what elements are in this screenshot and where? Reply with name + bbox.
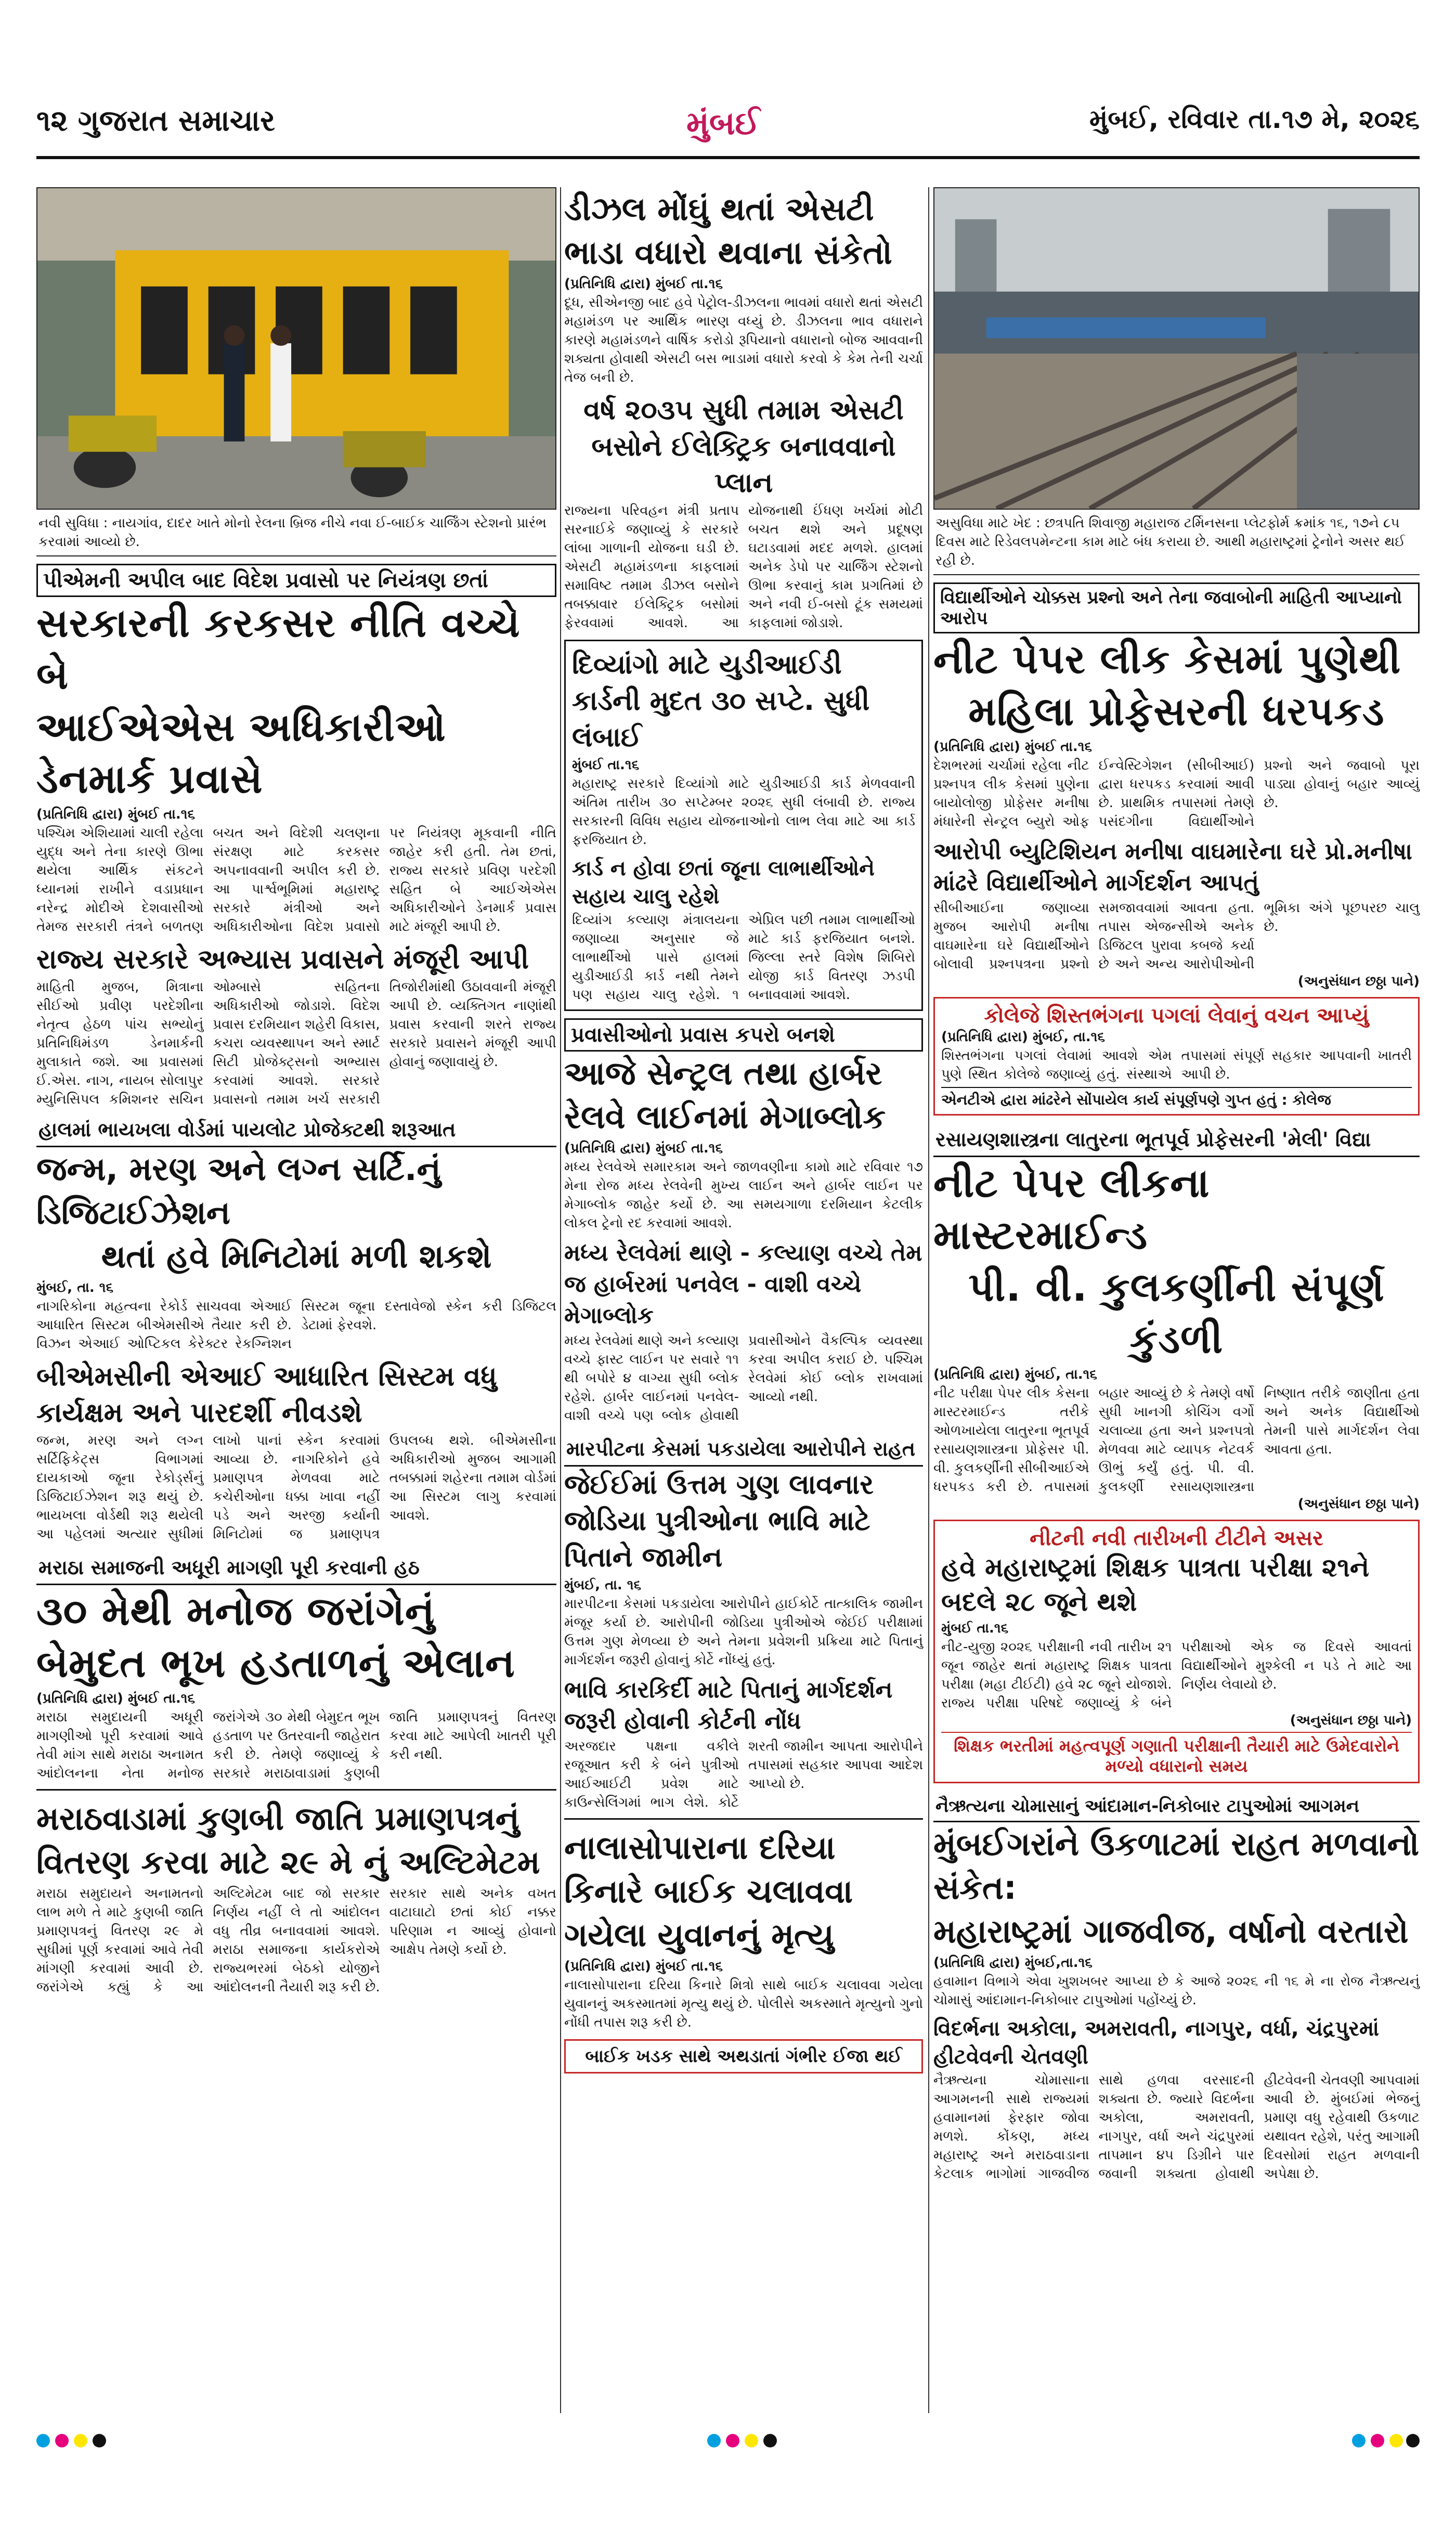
story-kicker: પીએમની અપીલ બાદ વિદેશ પ્રવાસો પર નિયંત્રણ છતાં [36, 564, 556, 597]
story-headline: બેમુદત ભૂખ હડતાળનું એલાન [36, 1640, 515, 1686]
story-body: નાગરિકોના મહત્વના રેકોર્ડ સાચવવા એઆઈ આધારિત સિસ્ટમ બીએમસીએ તૈયાર કરી છે. વિઝન એઆઈ ઓપ્ટિકલ કેરેક્ટર રેકગ્નિશન સિસ્ટમ જૂના દસ્તાવેજો સ્કેન કરી ડિજિટલ ડેટામાં ફેરવશે. [36, 1299, 556, 1352]
story-body: મહારાષ્ટ્ર સરકારે દિવ્યાંગો માટે યુડીઆઈડી કાર્ડ મેળવવાની અંતિમ તારીખ ૩૦ સપ્ટેમ્બર ૨૦૨૬ સુધી લંબાવી છે. રાજ્ય સરકારની વિવિધ સહાય યોજનાઓનો લાભ લેવા માટે આ કાર્ડ ફરજિયાત છે. [572, 776, 915, 848]
column-divider [928, 187, 929, 2413]
story-body: સીબીઆઈના જણાવ્યા મુજબ આરોપી મનીષા વાઘમારેના ઘરે વિદ્યાર્થીઓને બોલાવી પ્રશ્નપત્રના પ્રશ્નો સમજાવવામાં આવતા હતા. તપાસ એજન્સીએ અનેક ડિજિટલ પુરાવા કબજે કર્યા છે અને અન્ય આરોપીઓની ભૂમિકા અંગે પૂછપરછ ચાલુ છે. [933, 900, 1420, 972]
story-headline: ડીઝલ મોંઘું થતાં એસટી ભાડા વધારો થવાના સંકેતો [564, 190, 892, 271]
story-body: અરજદાર પક્ષના વકીલે રજૂઆત કરી કે બંને પુત્રીઓ આઈઆઈટી પ્રવેશ માટે કાઉન્સેલિંગમાં ભાગ લેશે. કોર્ટે શરતી જામીન આપતા આરોપીને તપાસમાં સહકાર આપવા આદેશ આપ્યો છે. [564, 1739, 923, 1810]
story-subheadline: આરોપી બ્યુટિશિયન મનીષા વાઘમારેના ઘરે પ્રો.મનીષા માંઢરે વિદ્યાર્થીઓને માર્ગદર્શન આપતું [933, 838, 1412, 896]
ebike-charging-photo [36, 187, 556, 510]
story-headline: મહારાષ્ટ્રમાં ગાજવીજ, વર્ષાનો વરતારો [933, 1912, 1409, 1950]
photo-caption: નવી સુવિધા : નાયગાંવ, દાદર ખાતે મોનો રેલના બ્રિજ નીચે નવા ઈ-બાઈક ચાર્જિંગ સ્ટેશનો પ્રારંભ કરવામાં આવ્યો છે. [36, 510, 556, 556]
column-left [36, 187, 556, 1997]
story-kicker: નૈઋત્યના ચોમાસાનું આંદામાન-નિકોબાર ટાપુઓમાં આગમન [933, 1792, 1420, 1822]
cyan-dot-icon [707, 2434, 721, 2447]
story-subheadline: વિદર્ભના અકોલા, અમરાવતી, નાગપુર, વર્ધા, ચંદ્રપુરમાં હીટવેવની ચેતવણી [933, 2017, 1380, 2069]
story-headline: મહિલા પ્રોફેસરની ધરપકડ [968, 688, 1385, 734]
story-separator [36, 1789, 556, 1791]
story-kicker: રસાયણશાસ્ત્રના લાતુરના ભૂતપૂર્વ પ્રોફેસરની 'મેલી' વિદ્યા [933, 1124, 1420, 1157]
story-headline: ૩૦ મેથી મનોજ જરાંગેનું [36, 1588, 435, 1634]
magenta-dot-icon [55, 2434, 69, 2447]
story-body: મધ્ય રેલવેએ સમારકામ અને જાળવણીના કામો માટે રવિવાર ૧૭ મેના રોજ મધ્ય રેલવેની મુખ્ય લાઈન અને હાર્બર લાઈન પર મેગાબ્લોક જાહેર કર્યો છે. આ સમયગાળા દરમિયાન કેટલીક લોકલ ટ્રેનો રદ કરવામાં આવશે. [564, 1159, 923, 1231]
story-headline: થતાં હવે મિનિટોમાં મળી શકશે [101, 1237, 492, 1275]
story-box [564, 640, 923, 1011]
story-dateline: (પ્રતિનિધિ દ્વારા) મુંબઈ તા.૧૬ [36, 1691, 196, 1706]
story-headline: સરકારની કરકસર નીતિ વચ્ચે બે [36, 600, 521, 698]
box-dateline: (પ્રતિનિધિ દ્વારા) મુંબઈ, તા.૧૬ [941, 1029, 1105, 1045]
story-body: હવામાન વિભાગે એવા ખુશખબર આપ્યા છે કે આજે ૨૦૨૬ ની ૧૬ મે ના રોજ નૈઋત્યનું ચોમાસું આંદામાન-નિકોબાર ટાપુઓમાં પહોંચ્યું છે. [933, 1974, 1420, 2008]
column-center [564, 187, 923, 2074]
story-body: જન્મ, મરણ અને લગ્ન સર્ટિફિકેટ્સ વિભાગમાં દાયકાઓ જૂના રેકોર્ડ્સનું ડિજિટાઈઝેશન શરૂ થયું છે. ભાયખલા વોર્ડથી શરૂ થયેલી આ પહેલમાં અત્યાર સુધીમાં લાખો પાનાં સ્કેન કરવામાં આવ્યા છે. નાગરિકોને હવે પ્રમાણપત્ર મેળવવા માટે કચેરીઓના ધક્કા ખાવા નહીં પડે અને અરજી કર્યાની મિનિટોમાં જ પ્રમાણપત્ર ઉપલબ્ધ થશે. બીએમસીના અધિકારીઓ મુજબ આગામી તબક્કામાં શહેરના તમામ વોર્ડમાં આ સિસ્ટમ લાગુ કરવામાં આવશે. [36, 1433, 556, 1542]
masthead [36, 104, 1420, 172]
box-kicker: નીટની નવી તારીખની ટીટીને અસર [1030, 1526, 1323, 1550]
story-body: નાલાસોપારાના દરિયા કિનારે મિત્રો સાથે બાઈક ચલાવવા ગયેલા યુવાનનું અકસ્માતમાં મૃત્યુ થયું છે. પોલીસે અકસ્માતે મૃત્યુનો ગુનો નોંધી તપાસ શરૂ કરી છે. [564, 1977, 923, 2030]
yellow-dot-icon [1389, 2434, 1403, 2447]
tet-box [933, 1520, 1420, 1783]
story-dateline: (પ્રતિનિધિ દ્વારા) મુંબઈ તા.૧૬ [564, 1141, 723, 1156]
box-footer: શિક્ષક ભરતીમાં મહત્વપૂર્ણ ગણાતી પરીક્ષાની તૈયારી માટે ઉમેદવારોને મળ્યો વધારાનો સમય [941, 1732, 1412, 1777]
section-title: મુંબઈ [686, 104, 760, 142]
page-brand: ૧૨ ગુજરાત સમાચાર [36, 104, 276, 138]
continued-note: (અનુસંધાન છઠ્ઠા પાને) [1297, 974, 1420, 989]
story-headline: નીટ પેપર લીક કેસમાં પુણેથી [933, 636, 1401, 682]
story-dateline: (પ્રતિનિધિ દ્વારા) મુંબઈ તા.૧૬ [564, 276, 723, 292]
story-kicker: વિદ્યાર્થીઓને ચોક્કસ પ્રશ્નો અને તેના જવાબોની માહિતી આપ્યાનો આરોપ [933, 582, 1420, 633]
story-headline: આઈએએસ અધિકારીઓ ડેનમાર્ક પ્રવાસે [36, 704, 446, 802]
black-dot-icon [763, 2434, 777, 2447]
story-body: નૈઋત્યના ચોમાસાના આગમનની સાથે રાજ્યમાં હવામાનમાં ફેરફાર જોવા મળશે. કોંકણ, મધ્ય મહારાષ્ટ્ર અને મરાઠવાડાના કેટલાક ભાગોમાં ગાજવીજ સાથે હળવા વરસાદની શક્યતા છે. જ્યારે વિદર્ભના અકોલા, અમરાવતી, નાગપુર, વર્ધા અને ચંદ્રપુરમાં તાપમાન ૪૫ ડિગ્રીને પાર જવાની શક્યતા હોવાથી હીટવેવની ચેતવણી આપવામાં આવી છે. મુંબઈમાં ભેજનું પ્રમાણ વધુ રહેવાથી ઉકળાટ યથાવત રહેશે, પરંતુ આગામી દિવસોમાં રાહત મળવાની અપેક્ષા છે. [933, 2072, 1420, 2182]
cyan-dot-icon [1352, 2434, 1366, 2447]
story-headline: જન્મ, મરણ અને લગ્ન સર્ટિ.નું ડિજિટાઈઝેશન [36, 1150, 441, 1232]
column-right [933, 187, 1420, 2183]
story-body: મારપીટના કેસમાં પકડાયેલા આરોપીને હાઈકોર્ટે તાત્કાલિક જામીન મંજૂર કર્યા છે. આરોપીની જોડિયા પુત્રીઓએ જેઈઈ પરીક્ષામાં ઉત્તમ ગુણ મેળવ્યા છે અને તેમના પ્રવેશની પ્રક્રિયા માટે પિતાનું માર્ગદર્શન જરૂરી હોવાનું કોર્ટે નોંધ્યું હતું. [564, 1596, 923, 1668]
story-headline: પી. વી. કુલકર્ણીની સંપૂર્ણ કુંડળી [968, 1264, 1385, 1362]
magenta-dot-icon [1371, 2434, 1384, 2447]
yellow-dot-icon [745, 2434, 758, 2447]
box-dateline: મુંબઈ તા.૧૬ [941, 1621, 1009, 1636]
column-divider [560, 187, 561, 2413]
college-box [933, 997, 1420, 1116]
dateline: મુંબઈ, રવિવાર તા.૧૭ મે, ૨૦૨૬ [1089, 104, 1420, 134]
box-body: નીટ-યુજી ૨૦૨૬ પરીક્ષાની નવી તારીખ ૨૧ જૂન જાહેર થતાં મહારાષ્ટ્ર શિક્ષક પાત્રતા પરીક્ષા (મહા ટીઈટી) હવે ૨૮ જૂને યોજાશે. રાજ્ય પરીક્ષા પરિષદે જણાવ્યું કે બંને પરીક્ષાઓ એક જ દિવસે આવતાં વિદ્યાર્થીઓને મુશ્કેલી ન પડે તે માટે આ નિર્ણય લેવાયો છે. [941, 1639, 1412, 1711]
story-kicker: પ્રવાસીઓનો પ્રવાસ કપરો બનશે [564, 1018, 923, 1052]
story-dateline: (પ્રતિનિધિ દ્વારા) મુંબઈ, તા.૧૬ [933, 1367, 1097, 1382]
story-headline: રાજ્ય સરકારે અભ્યાસ પ્રવાસને મંજૂરી આપી [36, 944, 529, 975]
registration-marks [36, 2434, 1420, 2448]
story-headline: દિવ્યાંગો માટે યુડીઆઈડી કાર્ડની મુદત ૩૦ સપ્ટે. સુધી લંબાઈ [572, 649, 870, 753]
story-body: દૂધ, સીએનજી બાદ હવે પેટ્રોલ-ડીઝલના ભાવમાં વધારો થતાં એસટી મહામંડળ પર આર્થિક ભારણ વધ્યું છે. ડીઝલના ભાવ વધારાને કારણે મહામંડળને વાર્ષિક કરોડો રૂપિયાનો વધારાનો બોજ આવવાની શક્યતા હોવાથી એસટી બસ ભાડામાં વધારો કરવો કે કેમ તેની ચર્ચા તેજ બની છે. [564, 295, 923, 385]
story-kicker: મારપીટના કેસમાં પકડાયેલા આરોપીને રાહત [564, 1433, 923, 1467]
box-headline: હવે મહારાષ્ટ્રમાં શિક્ષક પાત્રતા પરીક્ષા ૨૧ને બદલે ૨૮ જૂને થશે [941, 1552, 1370, 1617]
black-dot-icon [93, 2434, 106, 2447]
story-dateline: (પ્રતિનિધિ દ્વારા) મુંબઈ તા.૧૬ [36, 807, 196, 822]
story-body: દિવ્યાંગ કલ્યાણ મંત્રાલયના જણાવ્યા અનુસાર જે લાભાર્થીઓ પાસે હાલમાં યુડીઆઈડી કાર્ડ નથી તેમને પણ સહાય ચાલુ રહેશે. ૧ એપ્રિલ પછી તમામ લાભાર્થીઓ માટે કાર્ડ ફરજિયાત બનશે. જિલ્લા સ્તરે વિશેષ શિબિરો યોજી કાર્ડ વિતરણ ઝડપી બનાવવામાં આવશે. [572, 912, 915, 1003]
story-body: મધ્ય રેલવેમાં થાણે અને કલ્યાણ વચ્ચે ફાસ્ટ લાઈન પર સવારે ૧૧ થી બપોરે ૪ વાગ્યા સુધી બ્લોક રહેશે. હાર્બર લાઈનમાં પનવેલ-વાશી વચ્ચે પણ બ્લોક હોવાથી પ્રવાસીઓને વૈકલ્પિક વ્યવસ્થા કરવા અપીલ કરાઈ છે. પશ્ચિમ રેલવેમાં કોઈ બ્લોક રાખવામાં આવ્યો નથી. [564, 1333, 923, 1423]
story-body: માહિતી મુજબ, મિત્રાના સીઈઓ પ્રવીણ પરદેશીના નેતૃત્વ હેઠળ પાંચ સભ્યોનું પ્રતિનિધિમંડળ ડેનમાર્કની મુલાકાતે જશે. આ પ્રવાસમાં ઈ.એસ. નાગ, નાયબ સોલાપુર મ્યુનિસિપલ કમિશનર સચિન ઓમ્બાસે સહિતના અધિકારીઓ જોડાશે. વિદેશ પ્રવાસ દરમિયાન શહેરી વિકાસ, કચરા વ્યવસ્થાપન અને સ્માર્ટ સિટી પ્રોજેક્ટ્સનો અભ્યાસ કરવામાં આવશે. સરકારે પ્રવાસનો તમામ ખર્ચ સરકારી તિજોરીમાંથી ઉઠાવવાની મંજૂરી આપી છે. વ્યક્તિગત નાણાંથી પ્રવાસ કરવાની શરતે રાજ્ય સરકારે પ્રવાસને મંજૂરી આપી હોવાનું જણાવાયું છે. [36, 979, 556, 1107]
story-subheadline: કાર્ડ ન હોવા છતાં જૂના લાભાર્થીઓને સહાય ચાલુ રહેશે [572, 857, 875, 909]
black-dot-icon [1406, 2434, 1420, 2447]
story-headline: આજે સેન્ટ્રલ તથા હાર્બર રેલવે લાઈનમાં મેગાબ્લોક [564, 1054, 886, 1136]
story-dateline: (પ્રતિનિધિ દ્વારા) મુંબઈ,તા.૧૬ [933, 1955, 1093, 1971]
story-headline: નાલાસોપારાના દરિયા કિનારે બાઈક ચલાવવા ગયેલા યુવાનનું મૃત્યુ [564, 1829, 853, 1954]
story-headline: નીટ પેપર લીકના માસ્ટરમાઈન્ડ [933, 1160, 1210, 1258]
story-dateline: મુંબઈ, તા. ૧૬ [564, 1577, 642, 1593]
photo-caption: અસુવિધા માટે ખેદ : છત્રપતિ શિવાજી મહારાજ ટર્મિનસના પ્લેટફોર્મ ક્રમાંક ૧૬, ૧૭ને ૮૫ દિવસ માટે રિડેવલપમેન્ટના કામ માટે બંધ કરાયા છે. આથી મહારાષ્ટ્રમાં ટ્રેનોને અસર થઈ રહી છે. [933, 510, 1420, 575]
story-body: પશ્ચિમ એશિયામાં ચાલી રહેલા યુદ્ધ અને તેના કારણે ઊભા થયેલા આર્થિક સંકટને ધ્યાનમાં રાખીને વડાપ્રધાન નરેન્દ્ર મોદીએ દેશવાસીઓ તેમજ સરકારી તંત્રને બળતણ બચત અને વિદેશી ચલણના સંરક્ષણ માટે કરકસર અપનાવવાની અપીલ કરી છે. આ પાર્શ્વભૂમિમાં મહારાષ્ટ્ર સરકારે મંત્રીઓ અને અધિકારીઓના વિદેશ પ્રવાસો પર નિયંત્રણ મૂકવાની નીતિ જાહેર કરી હતી. તેમ છતાં, રાજ્ય સરકારે પ્રવિણ પરદેશી સહિત બે આઈએએસ અધિકારીઓને ડેનમાર્ક પ્રવાસ માટે મંજૂરી આપી છે. [36, 825, 556, 935]
story-dateline: મુંબઈ, તા. ૧૬ [36, 1280, 114, 1295]
story-headline: જેઈઈમાં ઉત્તમ ગુણ લાવનાર જોડિયા પુત્રીઓના ભાવિ માટે પિતાને જામીન [564, 1469, 874, 1573]
magenta-dot-icon [726, 2434, 739, 2447]
story-subheadline: મધ્ય રેલવેમાં થાણે - કલ્યાણ વચ્ચે તેમ જ હાર્બરમાં પનવેલ - વાશી વચ્ચે મેગાબ્લોક [564, 1240, 922, 1329]
story-dateline: (પ્રતિનિધિ દ્વારા) મુંબઈ તા.૧૬ [933, 739, 1093, 755]
yellow-dot-icon [74, 2434, 87, 2447]
story-dateline: (પ્રતિનિધિ દ્વારા) મુંબઈ તા.૧૬ [564, 1959, 723, 1974]
story-headline: મરાઠવાડામાં કુણબી જાતિ પ્રમાણપત્રનું [36, 1799, 519, 1837]
story-body: મરાઠા સમુદાયની અધૂરી માગણીઓ પૂરી કરવામાં આવે તેવી માંગ સાથે મરાઠા અનામત આંદોલનના નેતા મનોજ જરાંગેએ ૩૦ મેથી બેમુદત ભૂખ હડતાળ પર ઉતરવાની જાહેરાત કરી છે. તેમણે જણાવ્યું કે સરકારે મરાઠાવાડામાં કુણબી જાતિ પ્રમાણપત્રનું વિતરણ કરવા માટે આપેલી ખાતરી પૂરી કરી નથી. [36, 1709, 556, 1781]
continued-note: (અનુસંધાન છઠ્ઠા પાને) [1297, 1496, 1420, 1512]
story-headline: વિતરણ કરવા માટે ૨૯ મે નું અલ્ટિમેટમ [36, 1843, 540, 1881]
csmt-platform-photo [933, 187, 1420, 510]
story-separator [564, 1818, 923, 1820]
story-dateline: મુંબઈ તા.૧૬ [572, 757, 640, 773]
story-subheadline: બીએમસીની એઆઈ આધારિત સિસ્ટમ વધુ કાર્યક્ષમ અને પારદર્શી નીવડશે [36, 1361, 497, 1429]
story-kicker: મરાઠા સમાજની અધૂરી માગણી પૂરી કરવાની હઠ [36, 1552, 556, 1585]
cyan-dot-icon [36, 2434, 50, 2447]
story-headline: મુંબઈગરાંને ઉકળાટમાં રાહત મળવાનો સંકેત: [933, 1825, 1420, 1907]
box-body: શિસ્તભંગના પગલાં લેવામાં આવશે એમ પુણે સ્થિત કોલેજે જણાવ્યું હતું. સંસ્થાએ તપાસમાં સંપૂર્ણ સહકાર આપવાની ખાતરી આપી છે. [941, 1048, 1412, 1082]
story-body: મરાઠા સમુદાયને અનામતનો લાભ મળે તે માટે કુણબી જાતિ પ્રમાણપત્રનું વિતરણ ૨૯ મે સુધીમાં પૂર્ણ કરવામાં આવે તેવી માંગણી કરવામાં આવી છે. જરાંગેએ કહ્યું કે આ અલ્ટિમેટમ બાદ જો સરકાર નિર્ણય નહીં લે તો આંદોલન વધુ તીવ્ર બનાવવામાં આવશે. મરાઠા સમાજના કાર્યકરોએ રાજ્યભરમાં બેઠકો યોજીને આંદોલનની તૈયારી શરૂ કરી છે. સરકાર સાથે અનેક વખત વાટાઘાટો છતાં કોઈ નક્કર પરિણામ ન આવ્યું હોવાનો આક્ષેપ તેમણે કર્યો છે. [36, 1886, 556, 1995]
box-title: કોલેજે શિસ્તભંગના પગલાં લેવાનું વચન આપ્યું [984, 1004, 1369, 1028]
story-inset: બાઈક ખડક સાથે અથડાતાં ગંભીર ઈજા થઈ [564, 2039, 923, 2074]
box-footer: એનટીએ દ્વારા માંઢરેને સોંપાયેલ કાર્ય સંપૂર્ણપણે ગુપ્ત હતું : કોલેજ [941, 1087, 1412, 1109]
story-subheadline: ભાવિ કારકિર્દી માટે પિતાનું માર્ગદર્શન જરૂરી હોવાની કોર્ટની નોંધ [564, 1677, 893, 1734]
continued-note: (અનુસંધાન છઠ્ઠા પાને) [1290, 1713, 1412, 1728]
masthead-rule [36, 156, 1420, 159]
story-kicker: હાલમાં ભાયખલા વોર્ડમાં પાયલોટ પ્રોજેક્ટથી શરૂઆત [36, 1114, 556, 1147]
story-body: રાજ્યના પરિવહન મંત્રી પ્રતાપ સરનાઈકે જણાવ્યું કે સરકારે લાંબા ગાળાની યોજના ઘડી છે. એસટી મહામંડળના કાફલામાં સમાવિષ્ટ તમામ ડીઝલ બસોને તબક્કાવાર ઈલેક્ટ્રિક બસોમાં ફેરવવામાં આવશે. આ યોજનાથી ઈંધણ ખર્ચમાં મોટી બચત થશે અને પ્રદૂષણ ઘટાડવામાં મદદ મળશે. હાલમાં અનેક ડેપો પર ચાર્જિંગ સ્ટેશનો ઊભા કરવાનું કામ પ્રગતિમાં છે અને નવી ઈ-બસો ટૂંક સમયમાં કાફલામાં જોડાશે. [564, 503, 923, 631]
story-subheadline: વર્ષ ૨૦૩૫ સુધી તમામ એસટી બસોને ઈલેક્ટ્રિક બનાવવાનો પ્લાન [583, 395, 904, 499]
story-body: નીટ પરીક્ષા પેપર લીક કેસના માસ્ટરમાઈન્ડ તરીકે ઓળખાયેલા લાતુરના ભૂતપૂર્વ રસાયણશાસ્ત્રના પ્રોફેસર પી. વી. કુલકર્ણીની સીબીઆઈએ ધરપકડ કરી છે. તપાસમાં બહાર આવ્યું છે કે તેમણે વર્ષો સુધી ખાનગી કોચિંગ વર્ગો ચલાવ્યા હતા અને પ્રશ્નપત્રો મેળવવા માટે વ્યાપક નેટવર્ક ઊભું કર્યું હતું. પી. વી. કુલકર્ણી રસાયણશાસ્ત્રના નિષ્ણાત તરીકે જાણીતા હતા અને અનેક વિદ્યાર્થીઓ તેમની પાસે માર્ગદર્શન લેવા આવતા હતા. [933, 1385, 1420, 1495]
story-body: દેશભરમાં ચર્ચામાં રહેલા નીટ પ્રશ્નપત્ર લીક કેસમાં પુણેના બાયોલોજી પ્રોફેસર મનીષા મંધારેની સેન્ટ્રલ બ્યુરો ઓફ ઈન્વેસ્ટિગેશન (સીબીઆઈ) દ્વારા ધરપકડ કરવામાં આવી છે. પ્રાથમિક તપાસમાં તેમણે પસંદગીના વિદ્યાર્થીઓને પ્રશ્નો અને જવાબો પૂરા પાડ્યા હોવાનું બહાર આવ્યું છે. [933, 758, 1420, 830]
